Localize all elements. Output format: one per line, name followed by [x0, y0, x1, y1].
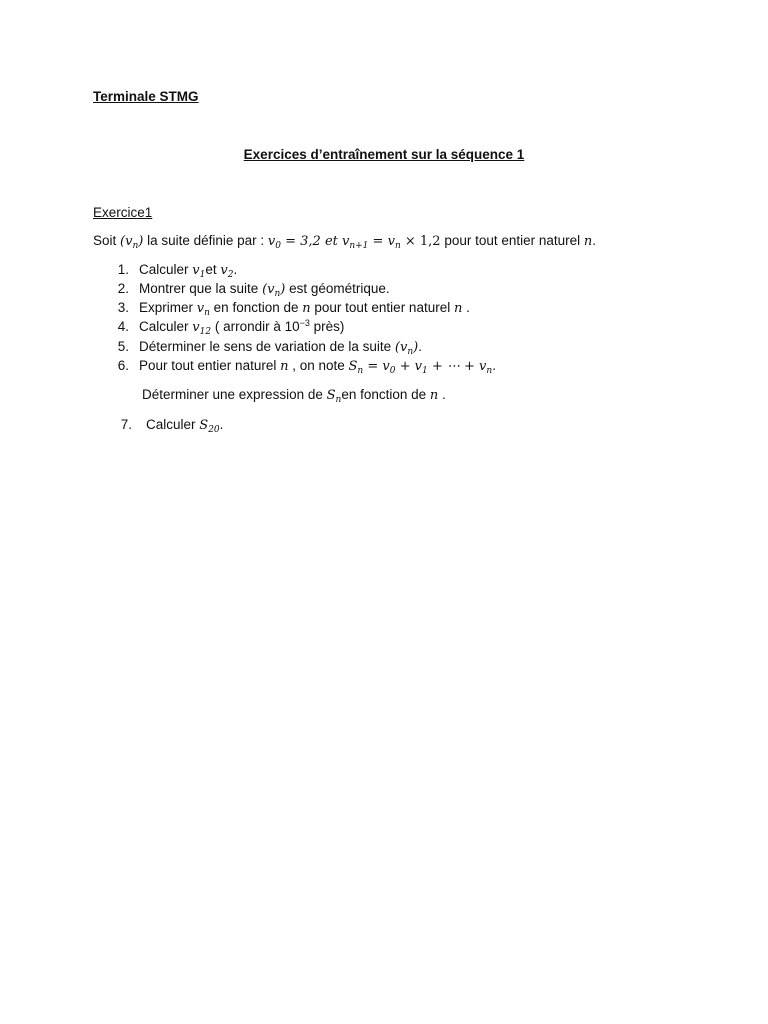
exercise-intro: Soit $(v_n)$ la suite définie par : $v_0 = 3,2$ et $v_{n+1} = v_n \times 1,2$ pour tout entier naturel n. [93, 233, 597, 251]
sequence-notation: $(v_n)$ [262, 282, 286, 299]
question-item: 7. Calculer $S_{20}$. [110, 416, 223, 435]
worksheet-title: Exercices d’entraînement sur la séquence 1 [243, 147, 525, 162]
recurrence-formula: $v_0 = 3,2$ et $v_{n+1} = v_n \times 1,2$ [267, 234, 441, 251]
math-term: $v_n$ [196, 301, 210, 318]
sequence-notation: $(v_n)$ [120, 234, 144, 251]
math-variable: n [583, 234, 593, 249]
intro-text: pour tout entier naturel [440, 233, 584, 248]
question-item: 5. Déterminer le sens de variation de la suite $(v_n)$. [107, 338, 422, 357]
question-number: 1. [117, 262, 129, 277]
math-term: $v_{12}$ [192, 320, 212, 337]
question-number: 5. [117, 339, 129, 354]
math-term: $S_n$ [326, 388, 342, 405]
question-item: 2. Montrer que la suite $(v_n)$ est géométrique. [107, 280, 390, 299]
intro-text: Soit [93, 233, 121, 248]
sum-formula: $S_n = v_0 + v_1$ + ⋯ + $v_n$ [348, 359, 493, 376]
question-number: 2. [117, 281, 129, 296]
intro-text: la suite définie par : [143, 233, 268, 248]
question-item: 4. Calculer $v_{12}$ ( arrondir à $10^{-3}$ près) [107, 318, 344, 337]
course-label: Terminale STMG [93, 89, 199, 104]
math-variable: n [429, 388, 439, 403]
question-number: 4. [117, 319, 129, 334]
math-variable: n [280, 359, 289, 374]
math-term: $v_1$ [192, 263, 206, 280]
question-number: 6. [117, 358, 129, 373]
math-variable: n [302, 301, 311, 316]
question-item: 6. Pour tout entier naturel n , on note $S_n = v_0 + v_1$ + ⋯ + $v_n$. [107, 357, 496, 376]
math-variable: n [453, 301, 463, 316]
question-item: 3. Exprimer $v_n$ en fonction de n pour tout entier naturel n . [107, 299, 470, 318]
math-term: $v_2$ [220, 263, 234, 280]
math-term: $S_{20}$ [199, 418, 220, 435]
sequence-notation: $(v_n)$ [394, 340, 419, 357]
question-number: 7. [120, 417, 132, 432]
question-continuation: Déterminer une expression de $S_nen$ fonction de n . [142, 387, 446, 405]
question-item: 1. Calculer $v_1et$ $v_2$. [107, 261, 237, 280]
exercise-heading: Exercice1 [93, 205, 153, 220]
question-number: 3. [117, 300, 129, 315]
